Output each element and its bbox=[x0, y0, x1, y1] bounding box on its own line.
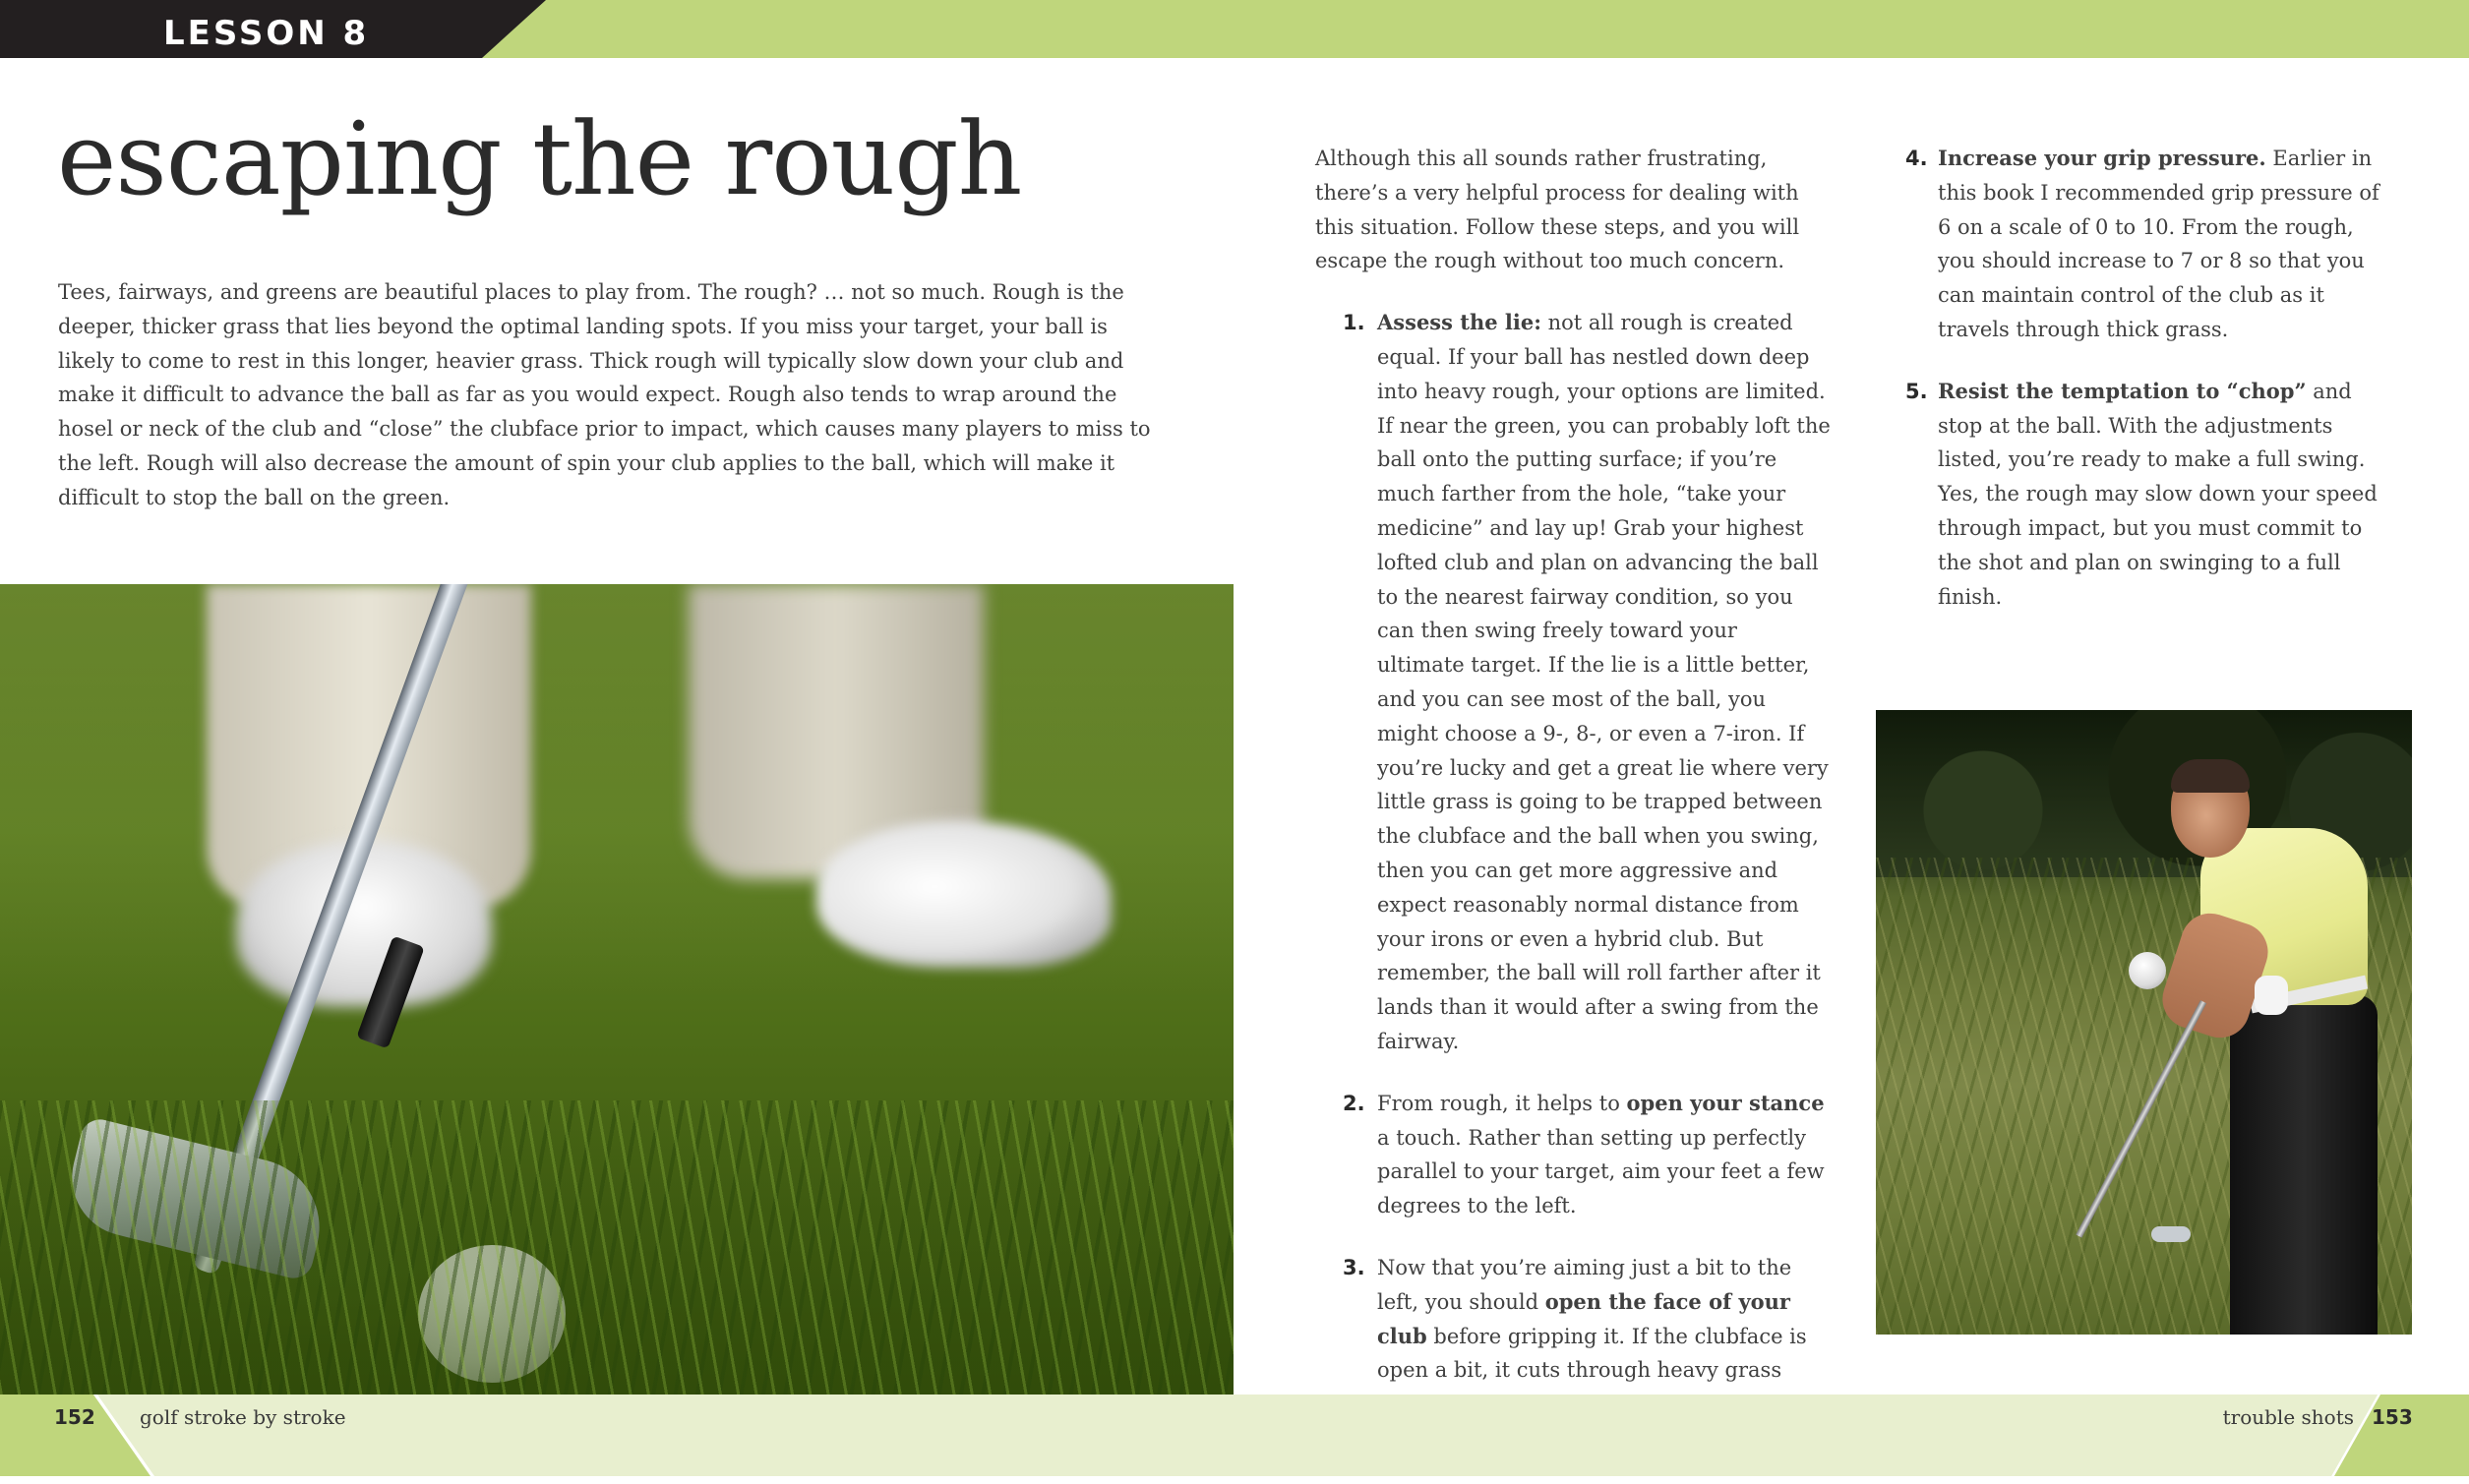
step-number: 1. bbox=[1343, 311, 1365, 335]
step-bold: Increase your grip pressure. bbox=[1938, 146, 2266, 170]
step-number: 5. bbox=[1905, 379, 1928, 403]
step-item bbox=[1905, 142, 2387, 347]
step-text: not all rough is created equal. If your ball has nestled down deep into heavy rough, your options are limited. If near the green, you can probably loft the ball onto the putting surface; if you’re much farther from the hole, “take your medicine” and lay up! Grab your highest lofted club and plan on advancing the ball to the nearest fairway condition, so you can then swing freely toward your ultimate target. If the lie is a little better, and you can see most of the ball, you might choose a 9-, 8-, or even a 7-iron. If you’re lucky and get a great lie where very little grass is going to be trapped between the clubface and the ball when you swing, then you can get more aggressive and expect reasonably normal distance from your irons or even a hybrid club. But remember, the ball will roll farther after it lands than it would after a swing from the fairway. bbox=[1377, 311, 1831, 1053]
step-item bbox=[1315, 306, 1831, 1059]
intro-paragraph: Tees, fairways, and greens are beautiful places to play from. The rough? … not so much. Rough is the deeper, thicker grass that lies beyond the optimal landing spots. If you miss your target, your ball is likely to come to rest in this longer, heavier grass. Thick rough will typically slow down your club and make it difficult to advance the ball as far as you would expect. Rough also tends to wrap around the hosel or neck of the club and “close” the clubface prior to impact, which causes many players to miss to the left. Rough will also decrease the amount of spin your club applies to the ball, which will make it difficult to stop the ball on the green. bbox=[58, 280, 1151, 509]
step-item bbox=[1315, 1087, 1831, 1223]
golfer-pants bbox=[2230, 995, 2378, 1335]
page-number-left: 152 bbox=[54, 1405, 95, 1429]
step-bold: Assess the lie: bbox=[1377, 310, 1541, 335]
step-text-pre: Now that you’re aiming just a bit to the left, you should bbox=[1377, 1255, 1792, 1314]
golf-ball bbox=[2129, 952, 2166, 989]
rough-photo bbox=[0, 584, 1234, 1395]
running-head-left: golf stroke by stroke bbox=[140, 1405, 346, 1429]
page-title: escaping the rough bbox=[57, 101, 1022, 218]
golfer-photo bbox=[1876, 710, 2412, 1335]
step-item bbox=[1905, 375, 2387, 615]
right-column bbox=[1905, 142, 2387, 641]
step-text-pre: From rough, it helps to bbox=[1377, 1091, 1627, 1115]
footer-band bbox=[0, 1395, 2469, 1476]
middle-column bbox=[1315, 142, 1831, 1484]
step-text: a touch. Rather than setting up perfectly parallel to your target, aim your feet a few degrees to the left. bbox=[1377, 1125, 1825, 1218]
foreground-grass bbox=[0, 1100, 1234, 1395]
step-text: before gripping it. If the clubface is open a bit, it cuts through heavy grass bbox=[1377, 1324, 1807, 1383]
step-number: 3. bbox=[1343, 1255, 1365, 1279]
step-text: Earlier in this book I recommended grip pressure of 6 on a scale of 0 to 10. From the rough, you should increase to 7 or 8 so that you can maintain control of the club as it travels through thick grass. bbox=[1938, 147, 2379, 341]
page-number-right: 153 bbox=[2372, 1405, 2413, 1429]
step-bold: open the face of your club bbox=[1377, 1288, 1790, 1348]
running-head-right: trouble shots bbox=[2222, 1405, 2354, 1429]
golfer-club-head bbox=[2151, 1226, 2191, 1242]
lesson-label: LESSON 8 bbox=[163, 14, 370, 53]
golfer-glove bbox=[2255, 976, 2288, 1015]
step-text: and stop at the ball. With the adjustments listed, you’re ready to make a full swing. Yes, the rough may slow down your speed through impact, but you must commit to the shot and plan on swinging to a full finish. bbox=[1938, 379, 2378, 609]
lead-paragraph: Although this all sounds rather frustrating, there’s a very helpful process for dealing with this situation. Follow these steps, and you will escape the rough without too much concern. bbox=[1315, 147, 1800, 273]
step-bold: open your stance bbox=[1626, 1090, 1825, 1115]
step-number: 4. bbox=[1905, 147, 1928, 170]
step-number: 2. bbox=[1343, 1091, 1365, 1115]
golfer-hair bbox=[2171, 759, 2250, 793]
step-bold: Resist the temptation to “chop” bbox=[1938, 378, 2307, 403]
